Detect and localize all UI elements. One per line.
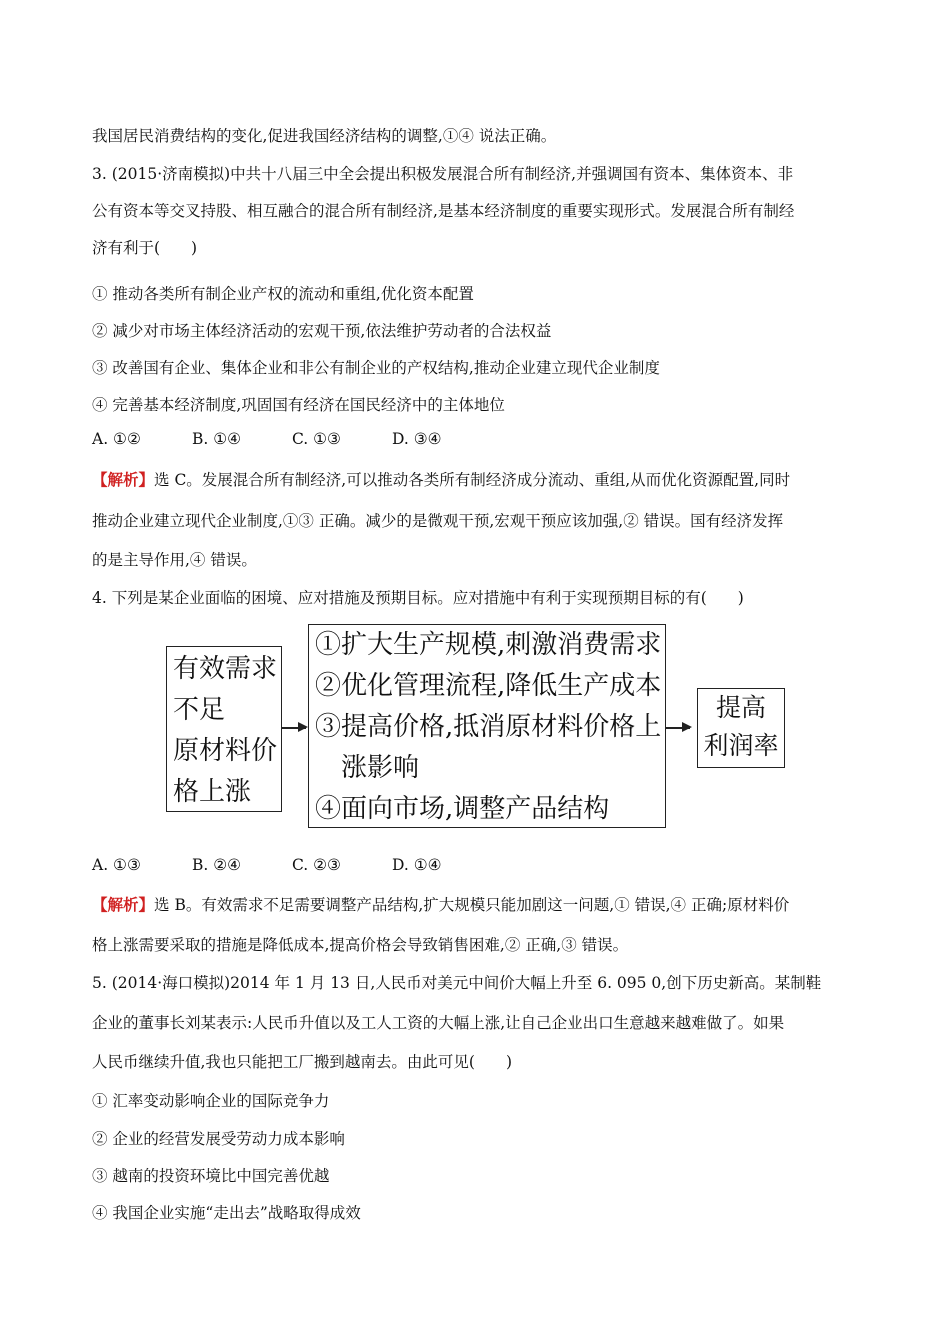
question-3-text: 3. (2015·济南模拟)中共十八届三中全会提出积极发展混合所有制经济,并强调国有资本、集体资本、非 [92, 165, 794, 183]
measures-box [308, 624, 666, 828]
analysis-label: 【解析】 [92, 895, 155, 914]
choice-d: D. ③④ [392, 430, 442, 448]
analysis-text: 选 B。有效需求不足需要调整产品结构,扩大规模只能加剧这一问题,① 错误,④ 正确;原材料价 [154, 896, 790, 914]
choice-b: B. ①④ [192, 430, 242, 448]
choice-d: D. ①④ [392, 856, 442, 874]
question-4-text: 4. 下列是某企业面临的困境、应对措施及预期目标。应对措施中有利于实现预期目标的有( ) [92, 589, 744, 607]
analysis-label: 【解析】 [92, 470, 155, 489]
question-3-text: 济有利于( ) [92, 239, 198, 257]
question-5-text: 企业的董事长刘某表示:人民币升值以及工人工资的大幅上涨,让自己企业出口生意越来越难做了。如果 [92, 1014, 785, 1032]
question-3-text: 公有资本等交叉持股、相互融合的混合所有制经济,是基本经济制度的重要实现形式。发展混合所有制经 [92, 202, 795, 220]
q3-analysis: 推动企业建立现代企业制度,①③ 正确。减少的是微观干预,宏观干预应该加强,② 错误。国有经济发挥 [92, 512, 784, 530]
question-5-text: 5. (2014·海口模拟)2014 年 1 月 13 日,人民币对美元中间价大幅上升至 6. 095 0,创下历史新高。某制鞋 [92, 974, 822, 992]
q4-analysis: 格上涨需要采取的措施是降低成本,提高价格会导致销售困难,② 正确,③ 错误。 [92, 936, 629, 954]
q3-option: ① 推动各类所有制企业产权的流动和重组,优化资本配置 [92, 285, 474, 303]
box-line: ④面向市场,调整产品结构 [315, 794, 610, 824]
q4-choices [92, 856, 492, 874]
question-5-text: 人民币继续升值,我也只能把工厂搬到越南去。由此可见( ) [92, 1053, 513, 1071]
q3-choices [92, 430, 492, 448]
q3-option: ② 减少对市场主体经济活动的宏观干预,依法维护劳动者的合法权益 [92, 322, 552, 340]
box-line: 有效需求 [173, 654, 278, 684]
q3-analysis: 的是主导作用,④ 错误。 [92, 551, 257, 569]
q5-option: ① 汇率变动影响企业的国际竞争力 [92, 1092, 330, 1110]
q3-option: ④ 完善基本经济制度,巩固国有经济在国民经济中的主体地位 [92, 396, 505, 414]
choice-a: A. ①② [92, 430, 141, 448]
box-line: 提高 [715, 693, 766, 722]
q5-option: ④ 我国企业实施“走出去”战略取得成效 [92, 1204, 361, 1222]
text-line: 我国居民消费结构的变化,促进我国经济结构的调整,①④ 说法正确。 [92, 127, 557, 145]
box-line: ③提高价格,抵消原材料价格上 [315, 712, 662, 742]
q3-option: ③ 改善国有企业、集体企业和非公有制企业的产权结构,推动企业建立现代企业制度 [92, 359, 660, 377]
choice-c: C. ①③ [292, 430, 341, 448]
choice-c: C. ②③ [292, 856, 341, 874]
analysis-text: 选 C。发展混合所有制经济,可以推动各类所有制经济成分流动、重组,从而优化资源配置,同时 [154, 471, 791, 489]
box-line: 利润率 [703, 731, 779, 760]
box-line: 原材料价 [173, 736, 278, 766]
q5-option: ③ 越南的投资环境比中国完善优越 [92, 1167, 330, 1185]
goal-box [697, 688, 785, 768]
q3-analysis [92, 468, 790, 490]
box-line: 不足 [173, 695, 226, 725]
box-line: ②优化管理流程,降低生产成本 [315, 671, 662, 701]
box-line: ①扩大生产规模,刺激消费需求 [315, 630, 662, 660]
arrow-icon [666, 727, 690, 729]
box-line: 格上涨 [173, 777, 252, 807]
choice-b: B. ②④ [192, 856, 242, 874]
box-line: 涨影响 [315, 753, 420, 783]
choice-a: A. ①③ [92, 856, 141, 874]
q5-option: ② 企业的经营发展受劳动力成本影响 [92, 1130, 345, 1148]
difficulty-box [166, 646, 282, 812]
q4-analysis [92, 893, 789, 915]
arrow-icon [282, 727, 306, 729]
